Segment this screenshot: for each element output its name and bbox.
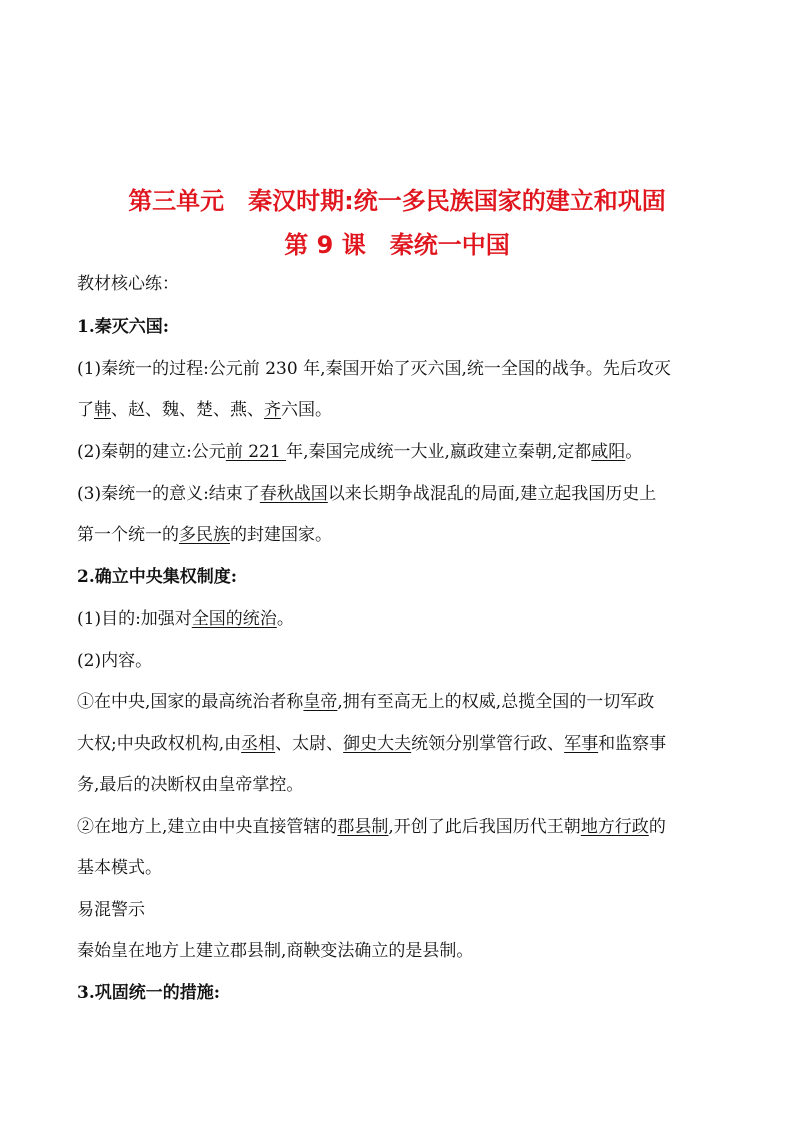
text: (3)秦统一的意义:结束了 (77, 484, 260, 504)
text: ②在地方上,建立由中央直接管辖的 (77, 817, 338, 837)
text: 、赵、魏、楚、燕、 (111, 400, 264, 420)
intro-label: 教材核心练： (77, 274, 179, 294)
section-1-heading: 1.秦灭六国: (77, 317, 170, 337)
s2-c1-line1 (77, 691, 654, 713)
text: 年,秦国完成统一大业,嬴政建立秦朝,定都 (286, 442, 592, 462)
s2-p2: (2)内容。 (77, 651, 153, 671)
s1-p2 (77, 441, 642, 463)
text: ,拥有至高无上的权威,总揽全国的一切军政 (337, 692, 655, 712)
answer-blank: 皇帝 (303, 692, 338, 712)
answer-blank: 春秋战国 (259, 484, 328, 504)
s2-c2-line2: 基本模式。 (77, 858, 162, 878)
text: 六国。 (281, 400, 332, 420)
text: 第一个统一的 (77, 525, 179, 545)
answer-blank: 郡县制 (337, 817, 389, 837)
unit-title: 第三单元 秦汉时期:统一多民族国家的建立和巩固 (128, 187, 666, 215)
text: 和监察事 (598, 734, 667, 754)
s1-p1-line1: (1)秦统一的过程:公元前 230 年,秦国开始了灭六国,统一全国的战争。先后攻灭 (77, 359, 671, 379)
answer-blank: 前 221 (225, 442, 287, 462)
text: (2)秦朝的建立:公元 (77, 442, 226, 462)
answer-blank: 多民族 (179, 525, 230, 545)
text: 。 (276, 609, 294, 629)
s2-c1-line2 (77, 733, 666, 755)
section-3-heading: 3.巩固统一的措施: (77, 983, 221, 1003)
answer-blank: 丞相 (241, 734, 276, 754)
text: ,开创了此后我国历代王朝 (388, 817, 581, 837)
answer-blank: 军事 (564, 734, 599, 754)
s1-p3-line1 (77, 483, 656, 505)
text: 的封建国家。 (230, 525, 332, 545)
s2-c1-line3: 务,最后的决断权由皇帝掌控。 (77, 775, 304, 795)
text: ①在中央,国家的最高统治者称 (77, 692, 304, 712)
answer-blank: 韩 (94, 400, 111, 420)
lesson-title: 第 9 课 秦统一中国 (284, 231, 510, 259)
answer-blank: 御史大夫 (343, 734, 412, 754)
s2-c2-line1 (77, 816, 666, 838)
text: 的 (648, 817, 666, 837)
text: 。 (625, 442, 643, 462)
text: 大权;中央政权机构,由 (77, 734, 242, 754)
text: 了 (77, 400, 94, 420)
s2-p1 (77, 608, 294, 630)
answer-blank: 齐 (264, 400, 281, 420)
answer-blank: 咸阳 (591, 442, 626, 462)
text: (1)目的:加强对 (77, 609, 192, 629)
warning-label: 易混警示 (77, 900, 145, 920)
answer-blank: 地方行政 (580, 817, 649, 837)
warning-text: 秦始皇在地方上建立郡县制,商鞅变法确立的是县制。 (77, 941, 474, 961)
answer-blank: 全国的统治 (191, 609, 277, 629)
s1-p3-line2 (77, 524, 332, 546)
text: 统领分别掌管行政、 (411, 734, 565, 754)
section-2-heading: 2.确立中央集权制度: (77, 567, 238, 587)
text: 、太尉、 (275, 734, 344, 754)
text: 以来长期争战混乱的局面,建立起我国历史上 (327, 484, 657, 504)
s1-p1-line2 (77, 399, 332, 421)
